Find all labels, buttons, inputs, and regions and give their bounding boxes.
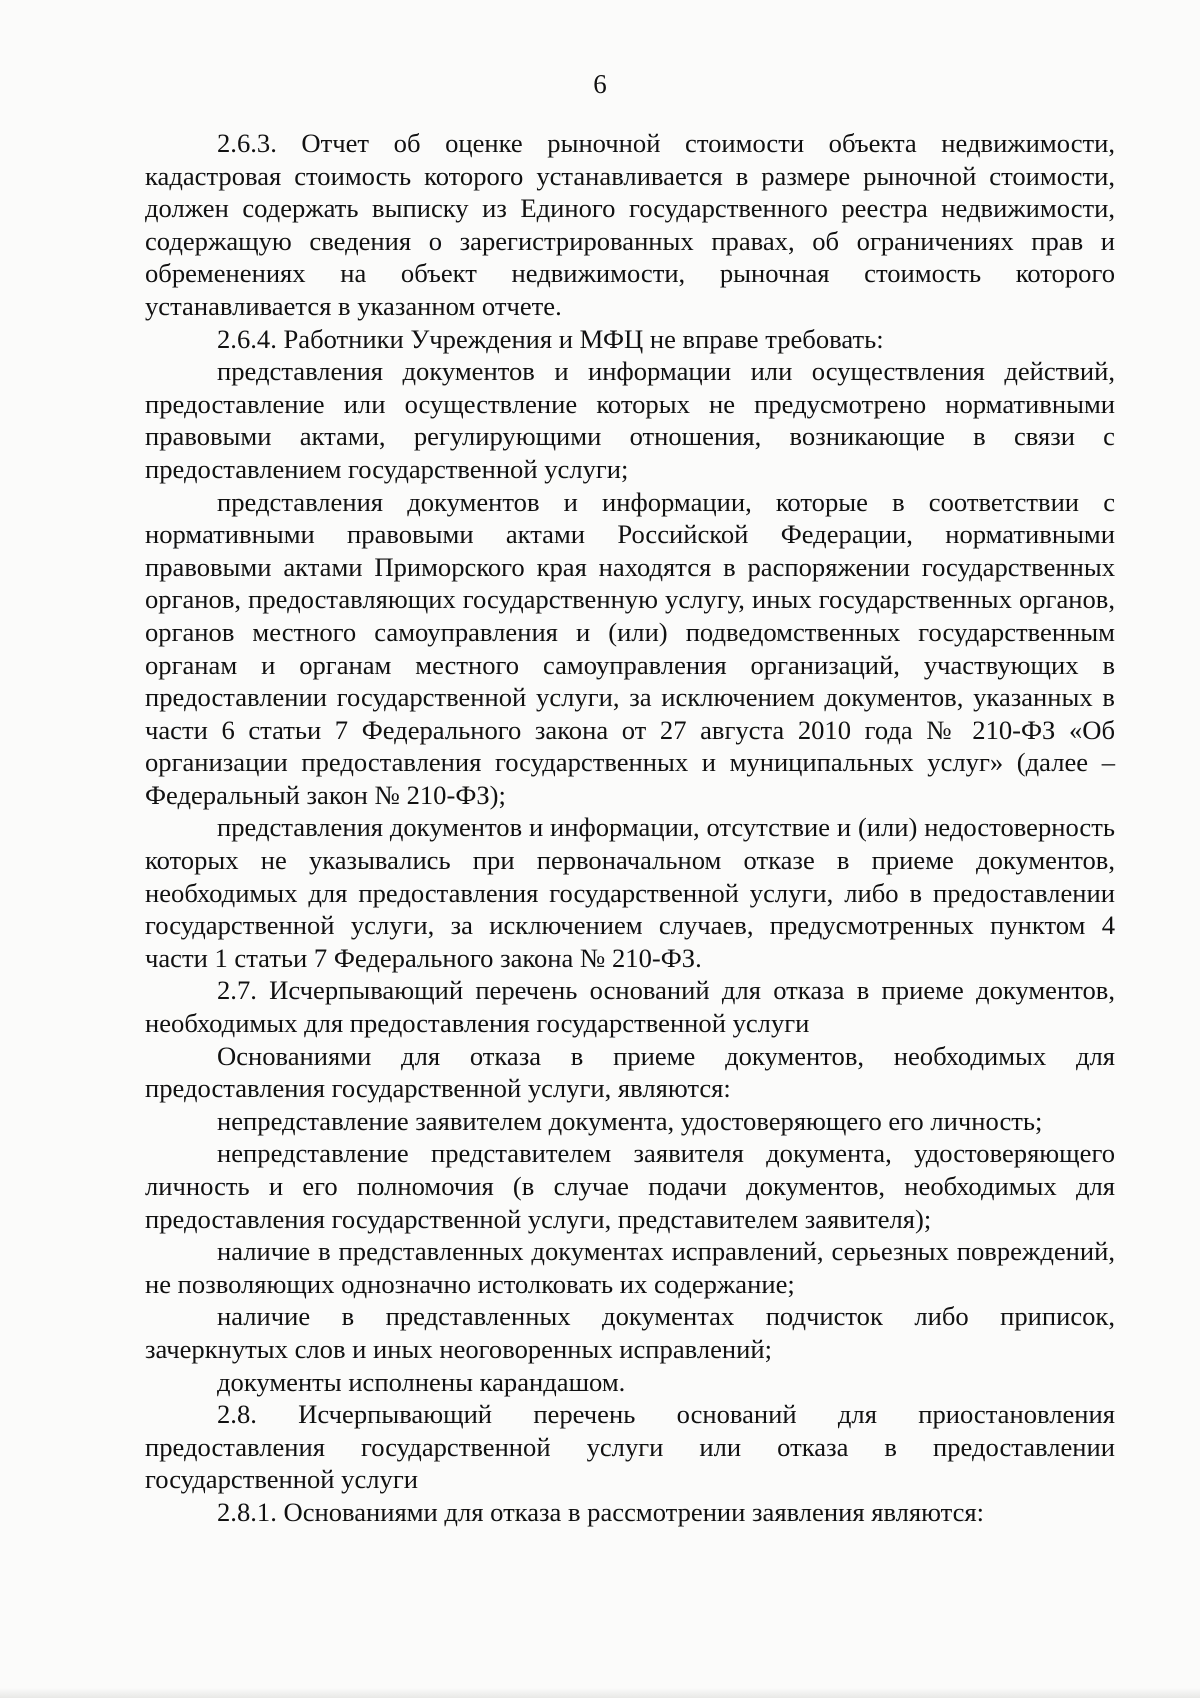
paragraph-2-6-4: 2.6.4. Работники Учреждения и МФЦ не вправе требовать: [217,323,884,354]
paragraph-2-8-1: 2.8.1. Основаниями для отказа в рассмотрении заявления являются: [217,1496,985,1527]
document-body [145,127,1115,1529]
paragraph-2-7-grounds: Основаниями для отказа в приеме документов, необходимых для предоставления государственной услуги, являются: [145,1040,1115,1104]
paragraph-2-6-3: 2.6.3. Отчет об оценке рыночной стоимости объекта недвижимости, кадастровая стоимость которого устанавливается в размере рыночной стоимости, должен содержать выписку из Единого государственного реестра недвижимости, содержащую сведения о зарегистрированных правах, об ограничениях прав и обременениях на объект недвижимости, рыночная стоимость которого устанавливается в указанном отчете. [145,128,1115,321]
paragraph-requirement-1: представления документов и информации или осуществления действий, предоставление или осуществление которых не предусмотрено нормативными правовыми актами, регулирующими отношения, возникающие в связи с предоставлением государственной услуги; [145,356,1115,484]
paragraph-ground-5: документы исполнены карандашом. [217,1366,626,1397]
paragraph-ground-4: наличие в представленных документах подчисток либо приписок, зачеркнутых слов и иных неоговоренных исправлений; [145,1301,1115,1364]
page-number: 6 [593,69,607,99]
paragraph-ground-1: непредставление заявителем документа, удостоверяющего его личность; [217,1105,1043,1136]
paragraph-2-8-heading: 2.8. Исчерпывающий перечень оснований для приостановления предоставления государственной услуги или отказа в предоставлении государственной услуги [145,1399,1115,1495]
page-bottom-edge [0,1688,1200,1698]
paragraph-ground-2: непредставление представителем заявителя документа, удостоверяющего личность и его полномочия (в случае подачи документов, необходимых для предоставления государственной услуги, представителем заявителя); [145,1138,1115,1234]
paragraph-2-7-heading: 2.7. Исчерпывающий перечень оснований для отказа в приеме документов, необходимых для предоставления государственной услуги [145,975,1115,1039]
paragraph-ground-3: наличие в представленных документах исправлений, серьезных повреждений, не позволяющих однозначно истолковать их содержание; [145,1236,1115,1299]
paragraph-requirement-3: представления документов и информации, отсутствие и (или) недостоверность которых не указывались при первоначальном отказе в приеме документов, необходимых для предоставления государственной услуги, либо в предоставлении государственной услуги, за исключением случаев, предусмотренных пунктом 4 части 1 статьи 7 Федерального закона № 210-ФЗ. [145,812,1115,973]
paragraph-requirement-2: представления документов и информации, которые в соответствии с нормативными правовыми актами Российской Федерации, нормативными правовыми актами Приморского края находятся в распоряжении государственных органов, предоставляющих государственную услугу, иных государственных органов, органов местного самоуправления и (или) подведомственных государственным органам и органам местного самоуправления организаций, участвующих в предоставлении государственной услуги, за исключением документов, указанных в части 6 статьи 7 Федерального закона от 27 августа 2010 года № 210-ФЗ «Об организации предоставления государственных и муниципальных услуг» (далее – Федеральный закон № 210-ФЗ); [145,486,1115,810]
